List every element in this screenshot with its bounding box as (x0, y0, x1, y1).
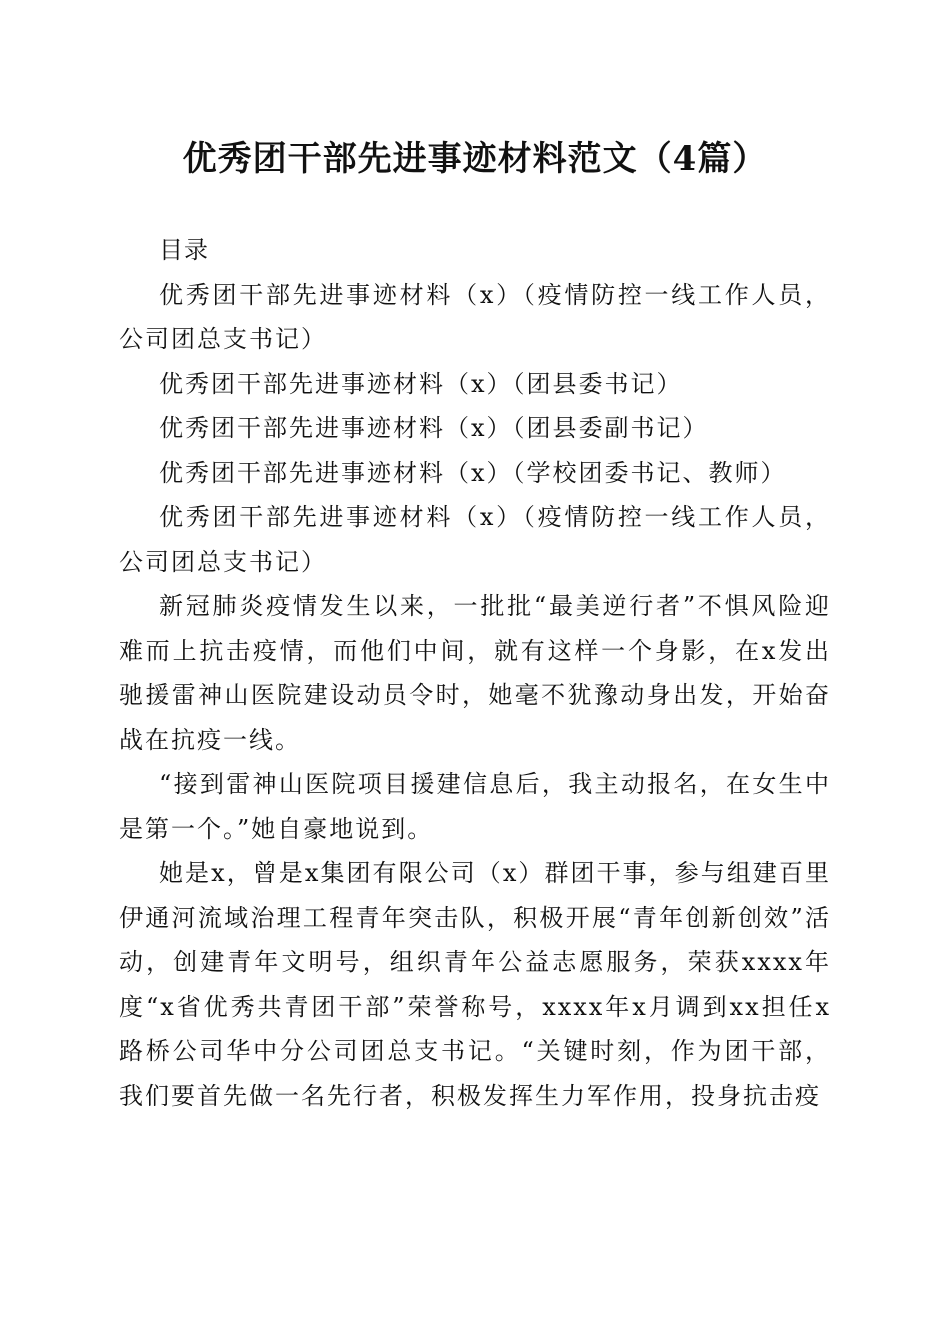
section-heading: 优秀团干部先进事迹材料（x）（疫情防控一线工作人员，公司团总支书记） (119, 503, 831, 576)
document-title: 优秀团干部先进事迹材料范文（4篇） (182, 139, 768, 179)
body-paragraph: 她是x，曾是x集团有限公司（x）群团干事，参与组建百里伊通河流域治理工程青年突击队，积极开展“青年创新创效”活动，创建青年文明号，组织青年公益志愿服务，荣获xxxx年度“x省优秀共青团干部”荣誉称号，xxxx年x月调到xx担任x路桥公司华中分公司团总支书记。“关键时刻，作为团干部，我们要首先做一名先行者，积极发挥生力军作用，投身抗击疫 (119, 859, 831, 1110)
toc-entry: 优秀团干部先进事迹材料（x）（疫情防控一线工作人员，公司团总支书记） (119, 280, 831, 353)
toc-entry: 优秀团干部先进事迹材料（x）（学校团委书记、教师） (159, 458, 787, 487)
body-paragraph: 新冠肺炎疫情发生以来，一批批“最美逆行者”不惧风险迎难而上抗击疫情，而他们中间，就有这样一个身影，在x发出驰援雷神山医院建设动员令时，她毫不犹豫动身出发，开始奋战在抗疫一线。 (119, 592, 831, 754)
document-body (119, 228, 831, 1118)
toc-heading: 目录 (159, 236, 209, 264)
body-paragraph: “接到雷神山医院项目援建信息后，我主动报名，在女生中是第一个。”她自豪地说到。 (119, 770, 831, 843)
toc-entry: 优秀团干部先进事迹材料（x）（团县委书记） (159, 369, 683, 398)
toc-entry: 优秀团干部先进事迹材料（x）（团县委副书记） (159, 414, 709, 442)
